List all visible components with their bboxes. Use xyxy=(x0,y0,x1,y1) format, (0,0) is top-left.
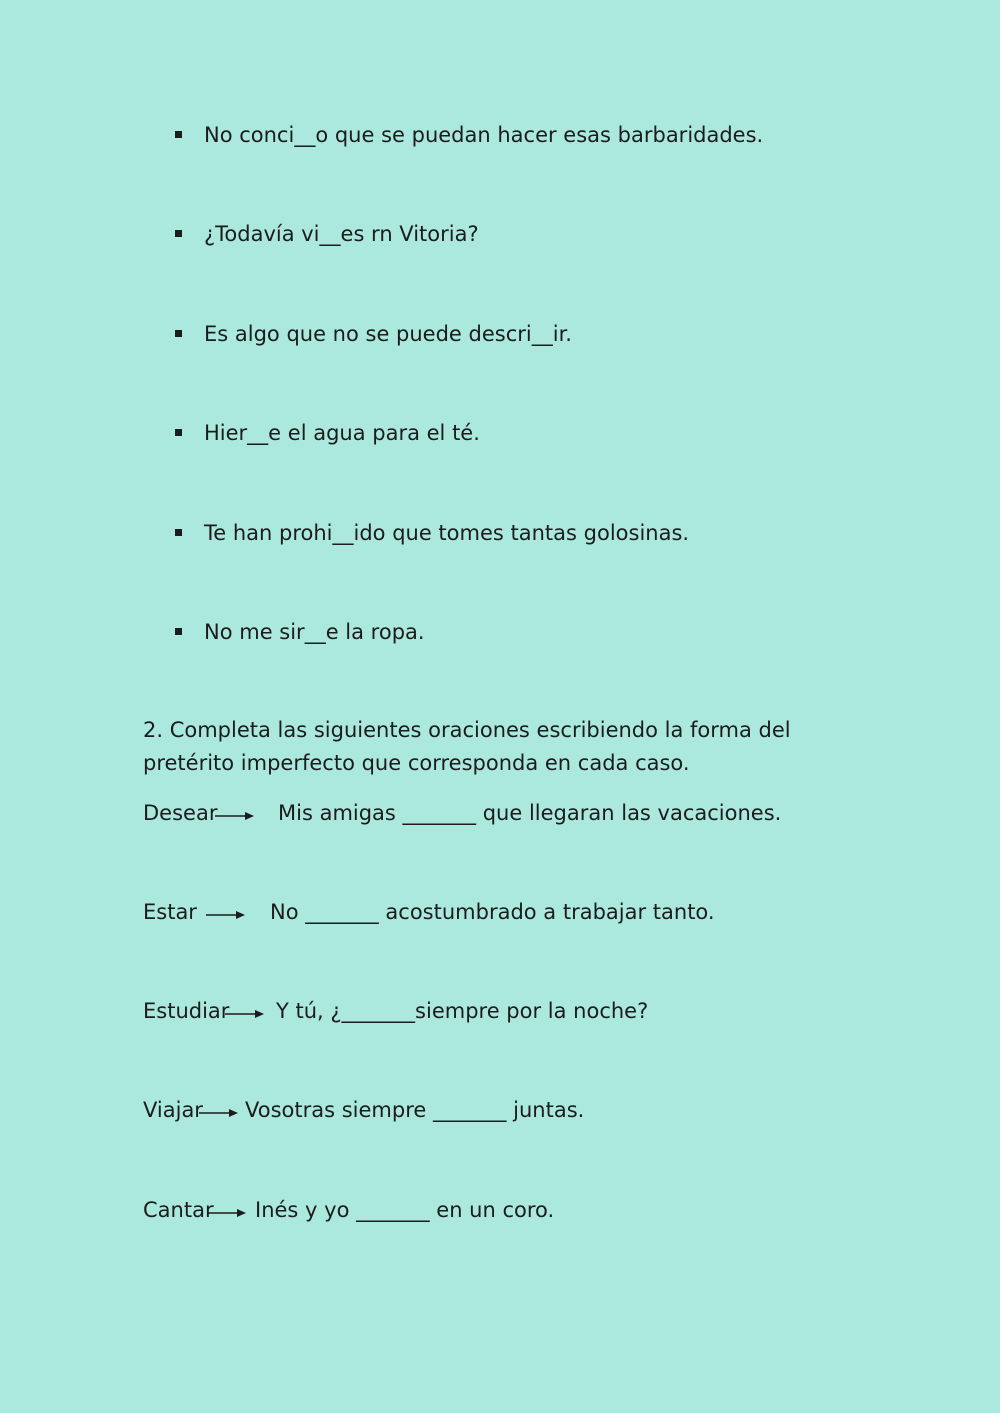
square-bullet-icon xyxy=(175,529,182,536)
sentence-text: Mis amigas _______ que llegaran las vacaciones. xyxy=(278,801,782,825)
verb-label: Desear xyxy=(143,801,218,825)
list-item-text: ¿Todavía vi__es rn Vitoria? xyxy=(204,222,479,247)
exercise-row xyxy=(143,1193,555,1227)
square-bullet-icon xyxy=(175,131,182,138)
exercise-row xyxy=(143,994,649,1028)
list-item xyxy=(175,615,763,714)
exercise-row xyxy=(143,1093,585,1127)
right-arrow-icon xyxy=(206,895,246,929)
list-item xyxy=(175,217,763,316)
list-item-text: No conci__o que se puedan hacer esas barbaridades. xyxy=(204,123,764,147)
list-item xyxy=(175,416,763,515)
exercise-row xyxy=(143,895,715,929)
verb-label: Viajar xyxy=(143,1098,203,1122)
square-bullet-icon xyxy=(175,429,182,436)
square-bullet-icon xyxy=(175,628,182,635)
list-item-text: Te han prohi__ido que tomes tantas golosinas. xyxy=(204,520,690,545)
list-item xyxy=(175,317,763,416)
right-arrow-icon xyxy=(199,1093,239,1127)
list-item-text: No me sir__e la ropa. xyxy=(204,619,425,644)
exercise-row xyxy=(143,796,782,830)
fill-in-letters-list xyxy=(175,118,763,714)
right-arrow-icon xyxy=(207,1193,247,1227)
list-item-text: Es algo que no se puede descri__ir. xyxy=(204,321,572,346)
square-bullet-icon xyxy=(175,230,182,237)
right-arrow-icon xyxy=(225,994,265,1028)
sentence-text: Y tú, ¿_______siempre por la noche? xyxy=(276,999,649,1023)
verb-label: Estudiar xyxy=(143,999,230,1023)
list-item-text: Hier__e el agua para el té. xyxy=(204,421,480,446)
sentence-text: Vosotras siempre _______ juntas. xyxy=(245,1098,585,1122)
exercise-instruction: 2. Completa las siguientes oraciones escribiendo la forma del pretérito imperfecto que corresponda en cada caso. xyxy=(143,718,791,775)
right-arrow-icon xyxy=(215,796,255,830)
sentence-text: No _______ acostumbrado a trabajar tanto. xyxy=(270,900,715,924)
square-bullet-icon xyxy=(175,330,182,337)
list-item xyxy=(175,516,763,615)
verb-label: Estar xyxy=(143,900,197,924)
verb-label: Cantar xyxy=(143,1198,214,1222)
list-item xyxy=(175,118,763,217)
sentence-text: Inés y yo _______ en un coro. xyxy=(255,1198,555,1222)
